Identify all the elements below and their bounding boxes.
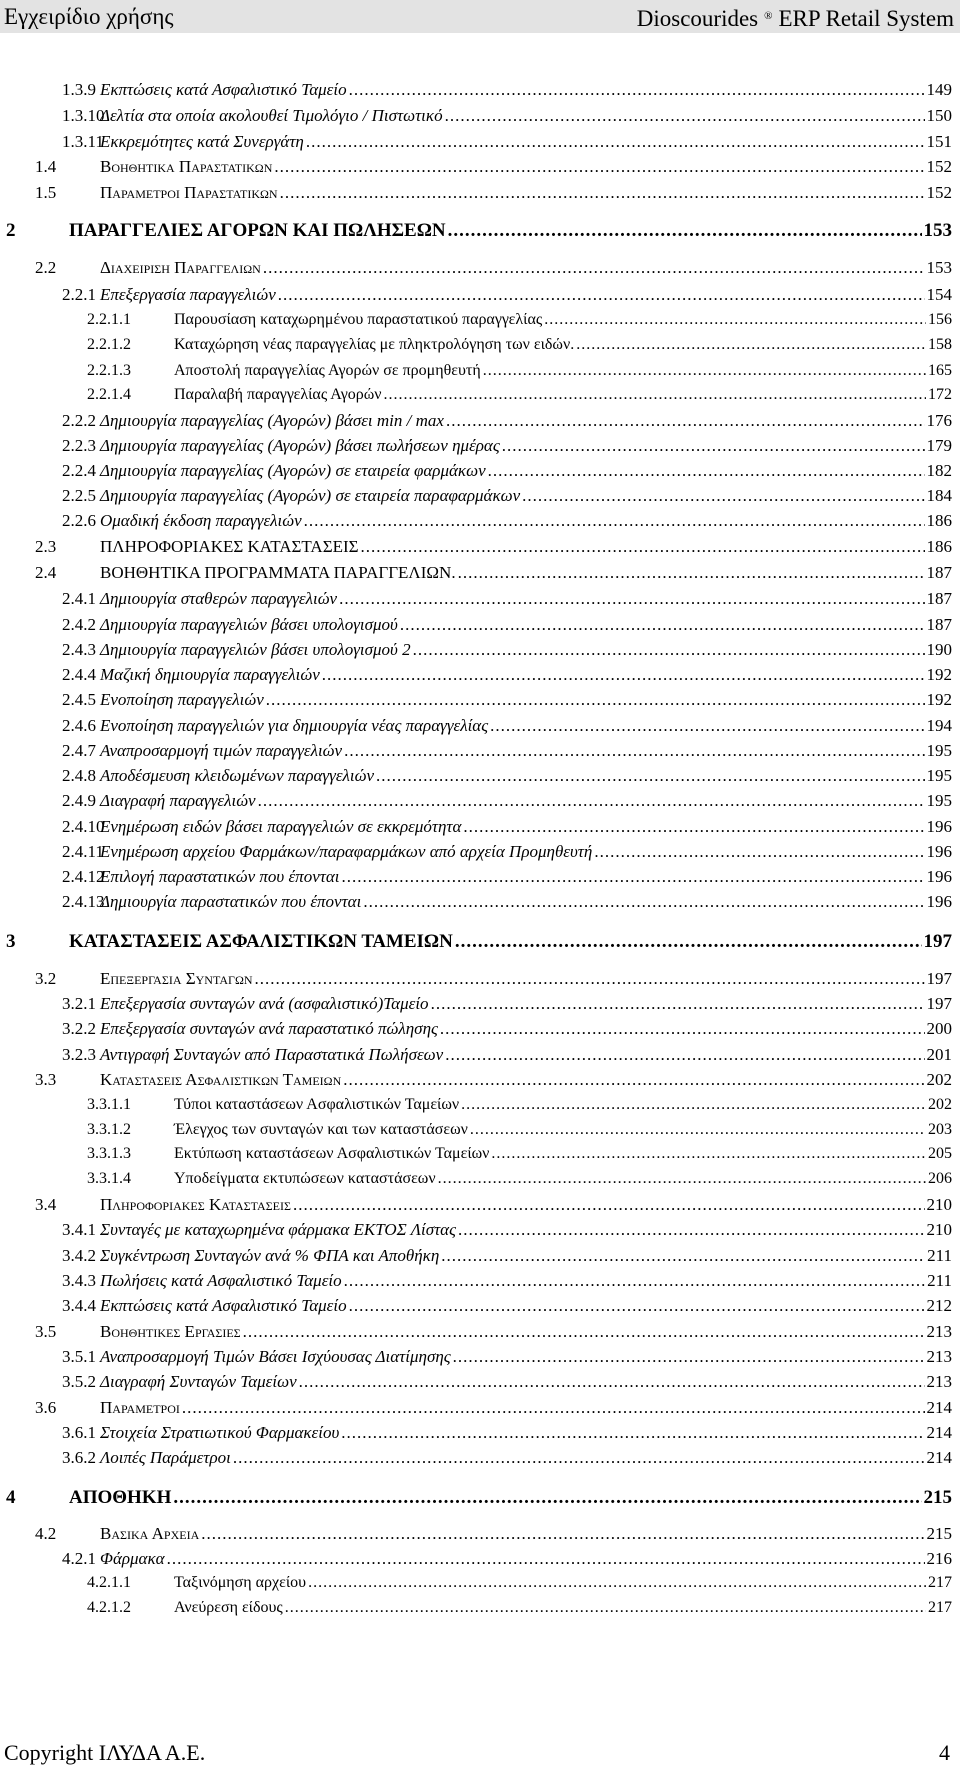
toc-entry[interactable] (62, 511, 952, 531)
toc-entry-page: 210 (926, 1220, 952, 1239)
toc-entry-title: Δημιουργία παραστατικών που έπονται (100, 892, 362, 911)
toc-entry-number: 3.4.3 (62, 1271, 96, 1290)
toc-entry-number: 3.6.2 (62, 1448, 96, 1467)
toc-entry[interactable] (62, 1372, 952, 1392)
toc-dot-leader (461, 1096, 926, 1114)
toc-dot-leader (458, 563, 925, 583)
toc-entry[interactable] (62, 817, 952, 837)
toc-entry-title: Επιλογή παραστατικών που έπονται (100, 867, 340, 886)
toc-entry-title: Τύποι καταστάσεων Ασφαλιστικών Ταμείων (174, 1096, 460, 1113)
toc-entry-number: 3.3.1.2 (87, 1121, 131, 1138)
toc-entry-number: 2.2.5 (62, 486, 96, 505)
toc-entry[interactable] (87, 1170, 952, 1188)
toc-entry-number: 1.3.9 (62, 80, 96, 99)
toc-dot-leader (278, 285, 925, 305)
toc-entry[interactable] (87, 1121, 952, 1139)
toc-entry[interactable] (62, 994, 952, 1014)
toc-dot-leader (233, 1448, 925, 1468)
toc-entry[interactable] (87, 1096, 952, 1114)
toc-entry[interactable] (62, 1246, 952, 1266)
toc-entry[interactable] (35, 537, 952, 557)
toc-entry-number: 2.4 (35, 563, 57, 582)
toc-dot-leader (274, 157, 924, 177)
toc-entry[interactable] (35, 563, 952, 583)
toc-entry[interactable] (62, 716, 952, 736)
toc-entry-title: Υποδείγματα εκτυπώσεων καταστάσεων (174, 1170, 436, 1187)
toc-dot-leader (491, 1145, 926, 1163)
toc-entry[interactable] (87, 386, 952, 404)
toc-entry[interactable] (62, 1423, 952, 1443)
toc-entry-page: 202 (926, 1070, 952, 1089)
brand-name: Dioscourides (636, 6, 759, 31)
toc-entry-page: 158 (928, 336, 952, 353)
toc-dot-leader (263, 258, 925, 278)
toc-entry-number: 2.4.11 (62, 842, 104, 861)
copyright-text: Copyright ΙΛΥΔΑ Α.Ε. (4, 1740, 206, 1765)
toc-entry-page: 176 (926, 411, 952, 430)
toc-dot-leader (182, 1398, 925, 1418)
toc-entry-title: Λοιπές Παράμετροι (100, 1448, 231, 1467)
toc-dot-leader (349, 1296, 925, 1316)
toc-entry-number: 4.2.1.2 (87, 1599, 131, 1616)
toc-dot-leader (490, 716, 924, 736)
toc-entry-number: 3.4.4 (62, 1296, 96, 1315)
toc-entry-number: 3.3.1.3 (87, 1145, 131, 1162)
toc-entry-title: Καταστασεις Ασφαλιστικων Ταμειων (100, 1070, 342, 1089)
toc-entry-number: 2.2.2 (62, 411, 96, 430)
toc-entry-page: 196 (926, 867, 952, 886)
toc-entry-page: 190 (926, 640, 952, 659)
toc-entry-page: 195 (926, 766, 952, 785)
toc-dot-leader (255, 969, 925, 989)
toc-entry[interactable] (62, 690, 952, 710)
toc-entry-title: Εκτύπωση καταστάσεων Ασφαλιστικών Ταμείων (174, 1145, 490, 1162)
toc-entry-page: 213 (926, 1322, 952, 1341)
toc-entry-page: 152 (926, 157, 952, 176)
toc-dot-leader (448, 220, 922, 242)
toc-entry-page: 215 (926, 1524, 952, 1543)
toc-entry[interactable] (6, 1487, 952, 1509)
toc-dot-leader (445, 106, 925, 126)
toc-entry-page: 197 (926, 994, 952, 1013)
toc-entry-page: 154 (926, 285, 952, 304)
toc-entry[interactable] (62, 486, 952, 506)
toc-dot-leader (343, 1070, 924, 1090)
toc-entry-title: Δημιουργία παραγγελίας (Αγορών) σε εταιρεία φαρμάκων (100, 461, 486, 480)
toc-dot-leader (304, 511, 925, 531)
toc-entry-title: Στοιχεία Στρατιωτικού Φαρμακείου (100, 1423, 340, 1442)
toc-entry-page: 192 (926, 690, 952, 709)
product-subtitle: ERP Retail System (778, 6, 954, 31)
toc-entry-number: 2.4.8 (62, 766, 96, 785)
toc-dot-leader (349, 80, 925, 100)
toc-entry[interactable] (62, 1549, 952, 1569)
toc-entry[interactable] (62, 1296, 952, 1316)
toc-dot-leader (258, 791, 925, 811)
toc-entry-title: Εκπτώσεις κατά Ασφαλιστικό Ταμείο (100, 80, 347, 99)
toc-entry-number: 1.4 (35, 157, 57, 176)
toc-dot-leader (488, 461, 925, 481)
toc-entry[interactable] (62, 1045, 952, 1065)
toc-dot-leader (344, 1271, 925, 1291)
toc-entry-number: 3.2.2 (62, 1019, 96, 1038)
toc-entry-number: 3.5 (35, 1322, 57, 1341)
toc-entry-number: 2.2.1.4 (87, 386, 131, 403)
toc-entry-number: 2.4.12 (62, 867, 105, 886)
toc-dot-leader (341, 1423, 924, 1443)
toc-entry-page: 217 (928, 1599, 952, 1616)
toc-entry-page: 212 (926, 1296, 952, 1315)
toc-entry-number: 2.4.2 (62, 615, 96, 634)
toc-dot-leader (384, 386, 926, 404)
toc-entry[interactable] (62, 615, 952, 635)
toc-entry[interactable] (62, 842, 952, 862)
toc-entry-number: 3.6 (35, 1398, 57, 1417)
toc-dot-leader (339, 589, 924, 609)
toc-entry-title: Ταξινόμηση αρχείου (174, 1574, 307, 1591)
toc-dot-leader (522, 486, 924, 506)
toc-entry-page: 197 (923, 931, 952, 952)
toc-entry-title: Εκκρεμότητες κατά Συνεργάτη (100, 132, 304, 151)
toc-entry-title: Παραμετροι Παραστατικων (100, 183, 278, 202)
toc-entry-number: 4.2 (35, 1524, 57, 1543)
toc-entry-number: 4.2.1 (62, 1549, 96, 1568)
toc-entry-page: 187 (926, 615, 952, 634)
toc-entry-title: Δημιουργία σταθερών παραγγελιών (100, 589, 338, 608)
toc-entry-title: Αναπροσαρμογή Τιμών Βάσει Ισχύουσας Διατίμησης (100, 1347, 451, 1366)
toc-entry-number: 1.5 (35, 183, 57, 202)
toc-entry-title: Συγκέντρωση Συνταγών ανά % ΦΠΑ και Αποθήκη (100, 1246, 440, 1265)
toc-entry[interactable] (35, 969, 952, 989)
toc-dot-leader (243, 1322, 925, 1342)
toc-dot-leader (306, 132, 925, 152)
toc-entry[interactable] (62, 665, 952, 685)
manual-title: Εγχειρίδιο χρήσης (4, 4, 174, 29)
toc-entry-page: 151 (926, 132, 952, 151)
toc-dot-leader (470, 1121, 926, 1139)
toc-entry-page: 197 (926, 969, 952, 988)
toc-entry-page: 203 (928, 1121, 952, 1138)
toc-entry-page: 165 (928, 362, 952, 379)
toc-dot-leader (341, 867, 924, 887)
toc-entry-title: Βασικα Αρχεια (100, 1524, 200, 1543)
toc-entry-page: 153 (923, 220, 952, 241)
toc-entry-number: 2 (6, 220, 16, 241)
toc-entry-title: ΠΛΗΡΟΦΟΡΙΑΚΕΣ ΚΑΤΑΣΤΑΣΕΙΣ (100, 537, 359, 556)
toc-entry-page: 196 (926, 842, 952, 861)
toc-entry[interactable] (87, 1599, 952, 1617)
toc-dot-leader (361, 537, 925, 557)
toc-entry-page: 215 (923, 1487, 952, 1508)
toc-entry-number: 3.3.1.4 (87, 1170, 131, 1187)
toc-entry-page: 194 (926, 716, 952, 735)
toc-entry-page: 196 (926, 892, 952, 911)
toc-entry-number: 3.2.1 (62, 994, 96, 1013)
toc-dot-leader (594, 842, 924, 862)
toc-entry-number: 1.3.10 (62, 106, 105, 125)
toc-entry[interactable] (35, 1322, 952, 1342)
toc-dot-leader (438, 1170, 926, 1188)
toc-entry-title: Αποδέσμευση κλειδωμένων παραγγελιών (100, 766, 375, 785)
toc-dot-leader (453, 1347, 925, 1367)
toc-entry[interactable] (35, 183, 952, 203)
toc-entry-title: Δημιουργία παραγγελιών βάσει υπολογισμού 2 (100, 640, 411, 659)
page-header (0, 0, 960, 33)
toc-entry-page: 213 (926, 1372, 952, 1391)
toc-entry[interactable] (87, 336, 952, 354)
toc-entry-page: 195 (926, 741, 952, 760)
toc-entry-number: 2.4.7 (62, 741, 96, 760)
toc-entry[interactable] (62, 461, 952, 481)
toc-entry[interactable] (6, 931, 952, 953)
toc-entry-number: 2.2.6 (62, 511, 96, 530)
toc-entry-number: 2.2.3 (62, 436, 96, 455)
toc-entry-page: 216 (926, 1549, 952, 1568)
toc-dot-leader (201, 1524, 924, 1544)
toc-entry-page: 210 (926, 1195, 952, 1214)
toc-dot-leader (483, 362, 926, 380)
toc-entry[interactable] (62, 1347, 952, 1367)
toc-entry-title: Βοηθητικες Εργασιες (100, 1322, 241, 1341)
toc-entry-number: 2.4.10 (62, 817, 105, 836)
toc-entry-number: 3 (6, 931, 16, 952)
toc-entry-page: 213 (926, 1347, 952, 1366)
toc-entry-page: 186 (926, 511, 952, 530)
toc-dot-leader (446, 411, 925, 431)
toc-entry-page: 186 (926, 537, 952, 556)
toc-dot-leader (440, 1019, 925, 1039)
toc-dot-leader (344, 741, 924, 761)
toc-entry-number: 3.5.1 (62, 1347, 96, 1366)
toc-entry-title: Επεξεργασία συνταγών ανά (ασφαλιστικό)Ταμείο (100, 994, 429, 1013)
toc-entry-title: ΚΑΤΑΣΤΑΣΕΙΣ ΑΣΦΑΛΙΣΤΙΚΩΝ ΤΑΜΕΙΩΝ (69, 931, 453, 952)
toc-entry-number: 4.2.1.1 (87, 1574, 131, 1591)
toc-entry-number: 2.4.5 (62, 690, 96, 709)
toc-entry-title: Διαγραφή Συνταγών Ταμείων (100, 1372, 297, 1391)
toc-entry-page: 217 (928, 1574, 952, 1591)
toc-entry-page: 156 (928, 311, 952, 328)
toc-entry[interactable] (62, 791, 952, 811)
toc-dot-leader (576, 336, 926, 354)
toc-entry[interactable] (35, 1398, 952, 1418)
toc-entry[interactable] (35, 258, 952, 278)
toc-entry[interactable] (62, 80, 952, 100)
toc-dot-leader (455, 931, 922, 953)
toc-entry-title: Παραμετροι (100, 1398, 180, 1417)
toc-entry[interactable] (62, 106, 952, 126)
toc-entry-title: Επεξεργασία συνταγών ανά παραστατικό πώλησης (100, 1019, 438, 1038)
toc-entry-title: Βοηθητικα Παραστατικων (100, 157, 273, 176)
toc-entry[interactable] (35, 1070, 952, 1090)
toc-entry-title: Μαζική δημιουργία παραγγελιών (100, 665, 320, 684)
toc-entry-number: 2.2.1.1 (87, 311, 131, 328)
toc-entry-title: ΠΑΡΑΓΓΕΛΙΕΣ ΑΓΟΡΩΝ ΚΑΙ ΠΩΛΗΣΕΩΝ (69, 220, 446, 241)
toc-entry-page: 187 (926, 589, 952, 608)
toc-dot-leader (280, 183, 925, 203)
toc-entry-number: 2.2 (35, 258, 57, 277)
toc-entry[interactable] (62, 436, 952, 456)
page-number: 4 (939, 1740, 950, 1765)
toc-entry-page: 149 (926, 80, 952, 99)
toc-entry-title: Φάρμακα (100, 1549, 165, 1568)
toc-entry-title: Ενοποίηση παραγγελιών για δημιουργία νέας παραγγελίας (100, 716, 489, 735)
toc-entry-page: 214 (926, 1448, 952, 1467)
toc-entry-number: 3.4.2 (62, 1246, 96, 1265)
toc-entry-title: Αποστολή παραγγελίας Αγορών σε προμηθευτή (174, 362, 481, 379)
toc-entry-number: 3.4.1 (62, 1220, 96, 1239)
toc-entry-title: Παραλαβή παραγγελίας Αγορών (174, 386, 382, 403)
toc-entry[interactable] (87, 1574, 952, 1592)
toc-entry-page: 153 (926, 258, 952, 277)
toc-entry-page: 202 (928, 1096, 952, 1113)
toc-dot-leader (502, 436, 925, 456)
toc-entry-title: Δημιουργία παραγγελίας (Αγορών) σε εταιρεία παραφαρμάκων (100, 486, 521, 505)
toc-entry[interactable] (87, 311, 952, 329)
toc-dot-leader (413, 640, 925, 660)
toc-dot-leader (441, 1246, 925, 1266)
toc-entry-page: 201 (926, 1045, 952, 1064)
toc-entry-title: Επεξεργασια Συνταγων (100, 969, 253, 988)
toc-entry-number: 3.3.1.1 (87, 1096, 131, 1113)
toc-entry-title: Δελτία στα οποία ακολουθεί Τιμολόγιο / Πιστωτικό (100, 106, 443, 125)
toc-entry[interactable] (62, 1220, 952, 1240)
toc-entry-title: Δημιουργία παραγγελίας (Αγορών) βάσει πωλήσεων ημέρας (100, 436, 500, 455)
toc-entry[interactable] (62, 411, 952, 431)
toc-dot-leader (400, 615, 925, 635)
toc-entry-number: 1.3.11 (62, 132, 104, 151)
toc-entry-title: Ενημέρωση ειδών βάσει παραγγελιών σε εκκρεμότητα (100, 817, 462, 836)
toc-entry[interactable] (62, 1271, 952, 1291)
toc-entry[interactable] (35, 1524, 952, 1544)
toc-entry[interactable] (62, 640, 952, 660)
toc-entry[interactable] (62, 766, 952, 786)
toc-entry-page: 182 (926, 461, 952, 480)
toc-entry-page: 211 (927, 1246, 952, 1265)
toc-entry-page: 179 (926, 436, 952, 455)
toc-entry-page: 195 (926, 791, 952, 810)
toc-entry-title: Διαχειριση Παραγγελιων (100, 258, 261, 277)
toc-entry-number: 4 (6, 1487, 16, 1508)
toc-entry-title: Δημιουργία παραγγελίας (Αγορών) βάσει min / max (100, 411, 444, 430)
toc-entry-title: Παρουσίαση καταχωρημένου παραστατικού παραγγελίας (174, 311, 543, 328)
toc-entry-number: 2.4.6 (62, 716, 96, 735)
toc-entry-title: Δημιουργία παραγγελιών βάσει υπολογισμού (100, 615, 398, 634)
toc-entry-title: ΑΠΟΘΗΚΗ (69, 1487, 172, 1508)
toc-entry-title: Καταχώρηση νέας παραγγελίας με πληκτρολόγηση των ειδών. (174, 336, 575, 353)
toc-entry[interactable] (62, 132, 952, 152)
toc-entry[interactable] (35, 157, 952, 177)
toc-entry-number: 2.2.1 (62, 285, 96, 304)
toc-entry-page: 200 (926, 1019, 952, 1038)
toc-entry-page: 184 (926, 486, 952, 505)
toc-dot-leader (299, 1372, 925, 1392)
toc-entry-number: 3.2 (35, 969, 57, 988)
toc-entry[interactable] (87, 362, 952, 380)
toc-entry-number: 3.3 (35, 1070, 57, 1089)
toc-dot-leader (173, 1487, 921, 1509)
toc-entry-number: 3.4 (35, 1195, 57, 1214)
toc-entry[interactable] (35, 1195, 952, 1215)
toc-dot-leader (431, 994, 925, 1014)
toc-entry-number: 2.2.1.3 (87, 362, 131, 379)
toc-entry-page: 187 (926, 563, 952, 582)
toc-entry-title: Αναπροσαρμογή τιμών παραγγελιών (100, 741, 343, 760)
toc-entry-number: 2.4.4 (62, 665, 96, 684)
toc-dot-leader (308, 1574, 926, 1592)
toc-entry[interactable] (62, 867, 952, 887)
toc-dot-leader (363, 892, 924, 912)
toc-entry-title: Συνταγές με καταχωρημένα φάρμακα ΕΚΤΟΣ Λίστας (100, 1220, 456, 1239)
toc-entry-page: 192 (926, 665, 952, 684)
toc-entry[interactable] (87, 1145, 952, 1163)
toc-entry-number: 2.3 (35, 537, 57, 556)
toc-entry-title: Έλεγχος των συνταγών και των καταστάσεων (174, 1121, 468, 1138)
toc-entry-title: Ανεύρεση είδους (174, 1599, 283, 1616)
toc-entry-number: 3.6.1 (62, 1423, 96, 1442)
toc-entry-title: Πωλήσεις κατά Ασφαλιστικό Ταμείο (100, 1271, 342, 1290)
toc-entry-title: Ενοποίηση παραγγελιών (100, 690, 264, 709)
toc-entry-number: 2.2.4 (62, 461, 96, 480)
toc-entry-page: 150 (926, 106, 952, 125)
toc-entry-number: 3.2.3 (62, 1045, 96, 1064)
toc-entry-title: Ενημέρωση αρχείου Φαρμάκων/παραφαρμάκων από αρχεία Προμηθευτή (100, 842, 593, 861)
toc-entry-page: 214 (926, 1398, 952, 1417)
toc-entry-page: 206 (928, 1170, 952, 1187)
product-name (637, 0, 954, 35)
toc-entry-number: 2.4.13 (62, 892, 105, 911)
toc-entry[interactable] (62, 1448, 952, 1468)
page-footer (0, 1740, 960, 1766)
toc-entry-title: Ομαδική έκδοση παραγγελιών (100, 511, 302, 530)
toc-entry[interactable] (6, 220, 952, 242)
toc-dot-leader (463, 817, 924, 837)
toc-entry-title: Διαγραφή παραγγελιών (100, 791, 256, 810)
toc-entry-page: 205 (928, 1145, 952, 1162)
toc-entry-page: 214 (926, 1423, 952, 1442)
toc-dot-leader (458, 1220, 925, 1240)
toc-entry[interactable] (62, 1019, 952, 1039)
toc-entry-number: 2.4.3 (62, 640, 96, 659)
toc-dot-leader (167, 1549, 925, 1569)
toc-entry-number: 2.2.1.2 (87, 336, 131, 353)
toc-entry[interactable] (62, 285, 952, 305)
toc-dot-leader (285, 1599, 926, 1617)
registered-mark: ® (764, 10, 773, 22)
toc-entry-title: Εκπτώσεις κατά Ασφαλιστικό Ταμείο (100, 1296, 347, 1315)
toc-entry-number: 2.4.1 (62, 589, 96, 608)
toc-entry-title: Πληροφοριακες Καταστασεις (100, 1195, 291, 1214)
toc-entry[interactable] (62, 589, 952, 609)
toc-entry-page: 152 (926, 183, 952, 202)
toc-dot-leader (445, 1045, 924, 1065)
toc-entry[interactable] (62, 892, 952, 912)
toc-dot-leader (322, 665, 925, 685)
toc-entry-title: Επεξεργασία παραγγελιών (100, 285, 276, 304)
toc-dot-leader (266, 690, 925, 710)
toc-entry-title: ΒΟΗΘΗΤΙΚΑ ΠΡΟΓΡΑΜΜΑΤΑ ΠΑΡΑΓΓΕΛΙΩΝ. (100, 563, 456, 582)
toc-entry-number: 2.4.9 (62, 791, 96, 810)
toc-entry-number: 3.5.2 (62, 1372, 96, 1391)
toc-entry[interactable] (62, 741, 952, 761)
toc-entry-title: Αντιγραφή Συνταγών από Παραστατικά Πωλήσεων (100, 1045, 444, 1064)
toc-entry-page: 211 (927, 1271, 952, 1290)
toc-entry-page: 172 (928, 386, 952, 403)
toc-dot-leader (376, 766, 924, 786)
toc-entry-page: 196 (926, 817, 952, 836)
toc-dot-leader (544, 311, 926, 329)
toc-dot-leader (293, 1195, 925, 1215)
